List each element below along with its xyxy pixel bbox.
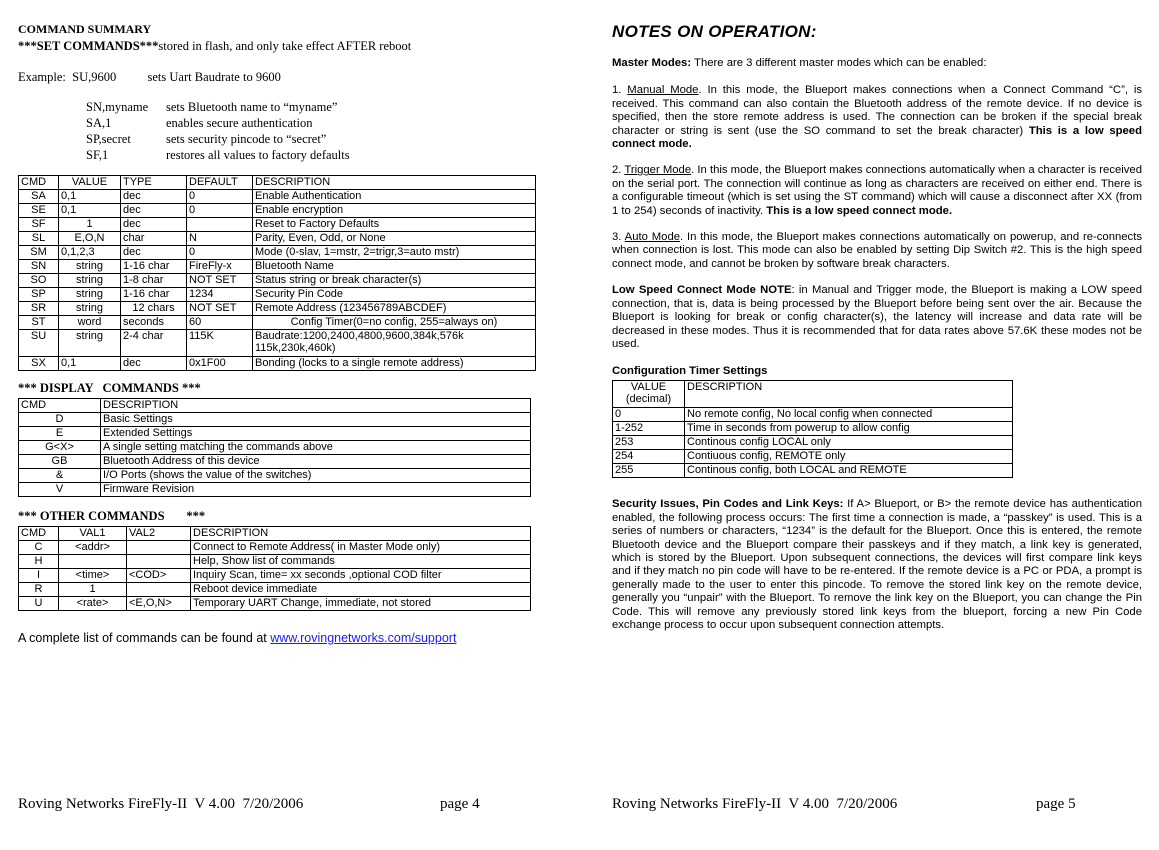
table-row: SA 0,1 dec 0 Enable Authentication bbox=[19, 190, 536, 204]
table-row: G<X> A single setting matching the commands above bbox=[19, 441, 531, 455]
notes-title: NOTES ON OPERATION: bbox=[612, 22, 817, 41]
table-row: 0 No remote config, No local config when connected bbox=[613, 408, 1013, 422]
table-header-row: CMD VAL1 VAL2 DESCRIPTION bbox=[19, 527, 531, 541]
table-header-row: VALUE (decimal) DESCRIPTION bbox=[613, 381, 1013, 408]
trigger-mode-paragraph: 2. Trigger Mode. In this mode, the Blueport makes connections automatically when a character is received on the serial port. The connection will continue as long as characters are received on either end. There is a configurable timeout (which is set using the ST command) which will cause a disconnect after XX (from 1 to 254) seconds of inactivity. This is a low speed connect mode. bbox=[612, 164, 1142, 217]
example-list bbox=[86, 99, 538, 163]
display-commands-heading: *** DISPLAY COMMANDS *** bbox=[18, 381, 201, 395]
table-row: SL E,O,N char N Parity, Even, Odd, or None bbox=[19, 232, 536, 246]
master-modes-paragraph: Master Modes: There are 3 different master modes which can be enabled: bbox=[612, 57, 987, 69]
support-link-line: A complete list of commands can be found at www.rovingnetworks.com/support bbox=[18, 631, 457, 645]
other-commands-table bbox=[18, 526, 531, 611]
table-row: SM 0,1,2,3 dec 0 Mode (0-slav, 1=mstr, 2=trigr,3=auto mstr) bbox=[19, 246, 536, 260]
security-paragraph: Security Issues, Pin Codes and Link Keys: If A> Blueport, or B> the remote device has authentication enabled, the following process occurs: The first time a connection is made, a “passkey” is used. This is a series of numbers or characters, “1234” is the default for the Blueport. Once this is entered, the remote Bluetooth device and the Blueport compare their passkeys and if they match, a link key is generated, which is stored by the Blueport. Upon subsequent connections, the devices will first compare link keys and if they match no pin code will have to be re-entered. If the remote device is a PC or PDA, a prompt is generally made to the user to enter this pincode. To remove the stored link key on the remote device, generally you “unpair” with the Blueport. To remove the link key on the Blueport, you can change the Pin Code. This will remove any previously stored link keys from the blueport, forcing a new Pin Code exchange process to occur upon subsequent connection attempts. bbox=[612, 498, 1142, 631]
table-row: 254 Contiuous config, REMOTE only bbox=[613, 450, 1013, 464]
table-row: ST word seconds 60 Config Timer(0=no config, 255=always on) bbox=[19, 316, 536, 330]
example-line: Example: SU,9600 sets Uart Baudrate to 9600 bbox=[18, 70, 281, 84]
set-commands-table bbox=[18, 175, 536, 371]
table-row: SU string 2-4 char 115K Baudrate:1200,2400,4800,9600,384k,576k 115k,230k,460k) bbox=[19, 330, 536, 357]
table-row: E Extended Settings bbox=[19, 427, 531, 441]
example-row: SA,1 enables secure authentication bbox=[86, 116, 313, 130]
table-row: SE 0,1 dec 0 Enable encryption bbox=[19, 204, 536, 218]
table-row: 253 Continous config LOCAL only bbox=[613, 436, 1013, 450]
example-row: SN,myname sets Bluetooth name to “myname” bbox=[86, 100, 338, 114]
left-page-number: page 4 bbox=[440, 796, 480, 812]
example-row: SP,secret sets security pincode to “secret” bbox=[86, 132, 327, 146]
command-summary-heading: COMMAND SUMMARY bbox=[18, 22, 152, 36]
config-timer-heading: Configuration Timer Settings bbox=[612, 365, 768, 378]
table-row: 1-252 Time in seconds from powerup to allow config bbox=[613, 422, 1013, 436]
example-row: SF,1 restores all values to factory defaults bbox=[86, 148, 350, 162]
table-header-row: CMD VALUE TYPE DEFAULT DESCRIPTION bbox=[19, 176, 536, 190]
support-link[interactable]: www.rovingnetworks.com/support bbox=[270, 631, 457, 645]
auto-mode-paragraph: 3. Auto Mode. In this mode, the Blueport makes connections automatically on powerup, and re-connects when connection is lost. This mode can also be enabled by setting Dip Switch #2. This is the high speed connect mode, and cannot be broken by software break characters. bbox=[612, 231, 1142, 270]
table-row: SN string 1-16 char FireFly-x Bluetooth Name bbox=[19, 260, 536, 274]
table-row: I <time> <COD> Inquiry Scan, time= xx seconds ,optional COD filter bbox=[19, 569, 531, 583]
table-row: H Help, Show list of commands bbox=[19, 555, 531, 569]
table-row: SP string 1-16 char 1234 Security Pin Code bbox=[19, 288, 536, 302]
low-speed-note: Low Speed Connect Mode NOTE: in Manual and Trigger mode, the Blueport is making a LOW speed connection, that is, data is being processed by the Blueport before being sent over the air. Because the Blueport is looking for break or config character(s), the latency will increase and data rate will be decreased in these modes. Thus it is recommended that for data rates above 57.6K these modes not be used. bbox=[612, 284, 1142, 350]
table-row: SR string 12 chars NOT SET Remote Address (123456789ABCDEF) bbox=[19, 302, 536, 316]
table-row: R 1 Reboot device immediate bbox=[19, 583, 531, 597]
left-footer: Roving Networks FireFly-II V 4.00 7/20/2006 bbox=[18, 796, 304, 812]
other-commands-heading: *** OTHER COMMANDS *** bbox=[18, 509, 206, 523]
config-timer-table bbox=[612, 380, 1013, 478]
table-row: 255 Continous config, both LOCAL and REMOTE bbox=[613, 464, 1013, 478]
table-row: SX 0,1 dec 0x1F00 Bonding (locks to a single remote address) bbox=[19, 357, 536, 371]
table-row: U <rate> <E,O,N> Temporary UART Change, immediate, not stored bbox=[19, 597, 531, 611]
display-commands-table bbox=[18, 398, 531, 497]
left-page bbox=[18, 22, 538, 645]
table-row: D Basic Settings bbox=[19, 413, 531, 427]
table-row: & I/O Ports (shows the value of the switches) bbox=[19, 469, 531, 483]
manual-mode-paragraph: 1. Manual Mode. In this mode, the Blueport makes connections when a Connect Command “C”, is received. This command can also contain the Bluetooth address of the remote device. If no device is specified, then the store remote address is used. The connection can be broken if the special break character or string is sent (use the SO command to set the break character) This is a low speed connect mode. bbox=[612, 84, 1143, 151]
table-row: SO string 1-8 char NOT SET Status string or break character(s) bbox=[19, 274, 536, 288]
table-row: V Firmware Revision bbox=[19, 483, 531, 497]
right-page-number: page 5 bbox=[1036, 796, 1076, 812]
table-row: GB Bluetooth Address of this device bbox=[19, 455, 531, 469]
set-commands-heading: ***SET COMMANDS***stored in flash, and only take effect AFTER reboot bbox=[18, 39, 412, 53]
right-footer: Roving Networks FireFly-II V 4.00 7/20/2006 bbox=[612, 796, 898, 812]
table-row: SF 1 dec Reset to Factory Defaults bbox=[19, 218, 536, 232]
table-header-row: CMD DESCRIPTION bbox=[19, 399, 531, 413]
table-row: C <addr> Connect to Remote Address( in Master Mode only) bbox=[19, 541, 531, 555]
right-page bbox=[612, 22, 1142, 632]
